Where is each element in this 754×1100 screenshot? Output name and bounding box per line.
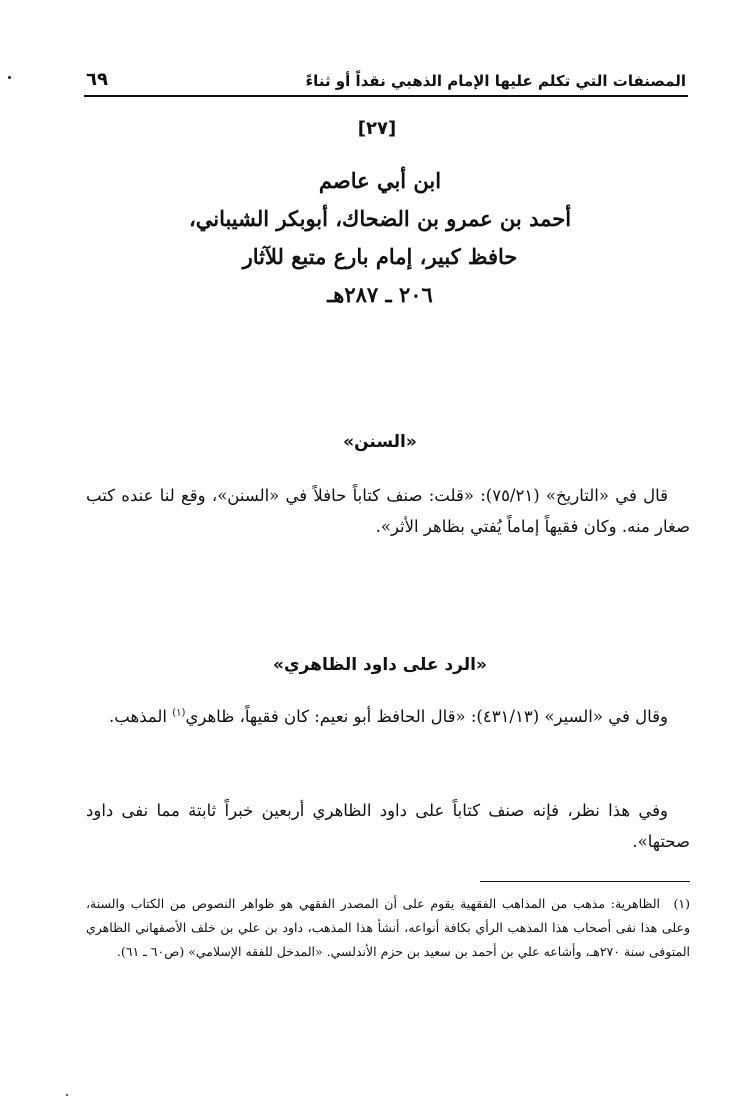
running-title: المصنفات التي تكلم عليها الإمام الذهبي نقداً أو ثناءً bbox=[305, 72, 686, 90]
page-number: ٦٩ bbox=[86, 69, 108, 90]
section-heading: «الرد على داود الظاهري» bbox=[273, 655, 487, 675]
paragraph-text: وفي هذا نظر، فإنه صنف كتاباً على داود الظاهري أربعين خبراً ثابتة مما نفى داود صحتها». bbox=[86, 801, 690, 851]
footnote-marker: (١) bbox=[673, 896, 690, 911]
footnote-rule bbox=[480, 881, 690, 882]
footnote-text: الظاهرية: مذهب من المذاهب الفقهية يقوم على أن المصدر الفقهي هو ظواهر النصوص من الكتاب والسنة، وعلى هذا نفى أصحاب هذا المذهب الرأي بكافة أنواعه، أنشأ هذا المذهب، داود بن علي بن خلف الأصفهاني الظاهري المتوفى سنة ٢٧٠هـ، وأشاعه علي بن أحمد بن سعيد بن حزم الأندلسي. «المدخل للفقه الإسلامي» (ص٦٠ ـ ٦١). bbox=[86, 896, 690, 959]
entry-title-line: ابن أبي عاصم bbox=[318, 168, 442, 193]
paragraph bbox=[86, 795, 690, 857]
page-header bbox=[86, 58, 686, 90]
footnote bbox=[86, 892, 690, 964]
footnote-reference: (١) bbox=[172, 707, 186, 719]
paragraph-text: قال في «التاريخ» (٧٥/٢١): «قلت: صنف كتاباً حافلاً في «السنن»، وقع لنا عنده كتب صغار منه. وكان فقيهاً إماماً يُفتي بظاهر الأثر». bbox=[86, 486, 690, 536]
stray-dot bbox=[8, 76, 11, 79]
paragraph bbox=[86, 480, 690, 542]
paragraph-text: وقال في «السير» (٤٣١/١٣): «قال الحافظ أبو نعيم: كان فقيهاً، ظاهري bbox=[185, 707, 668, 726]
paragraph-text: المذهب. bbox=[109, 707, 173, 726]
entry-number: [٢٧] bbox=[357, 118, 397, 139]
section-heading: «السنن» bbox=[343, 432, 417, 452]
entry-title-line: أحمد بن عمرو بن الضحاك، أبوبكر الشيباني، bbox=[188, 206, 572, 231]
entry-title-line: ٢٠٦ ـ ٢٨٧هـ bbox=[327, 282, 433, 307]
entry-title-block bbox=[60, 162, 700, 314]
header-rule bbox=[84, 95, 688, 97]
entry-title-line: حافظ كبير، إمام بارع متبع للآثار bbox=[242, 244, 518, 269]
stray-dot bbox=[66, 1094, 68, 1096]
paragraph bbox=[86, 701, 690, 732]
